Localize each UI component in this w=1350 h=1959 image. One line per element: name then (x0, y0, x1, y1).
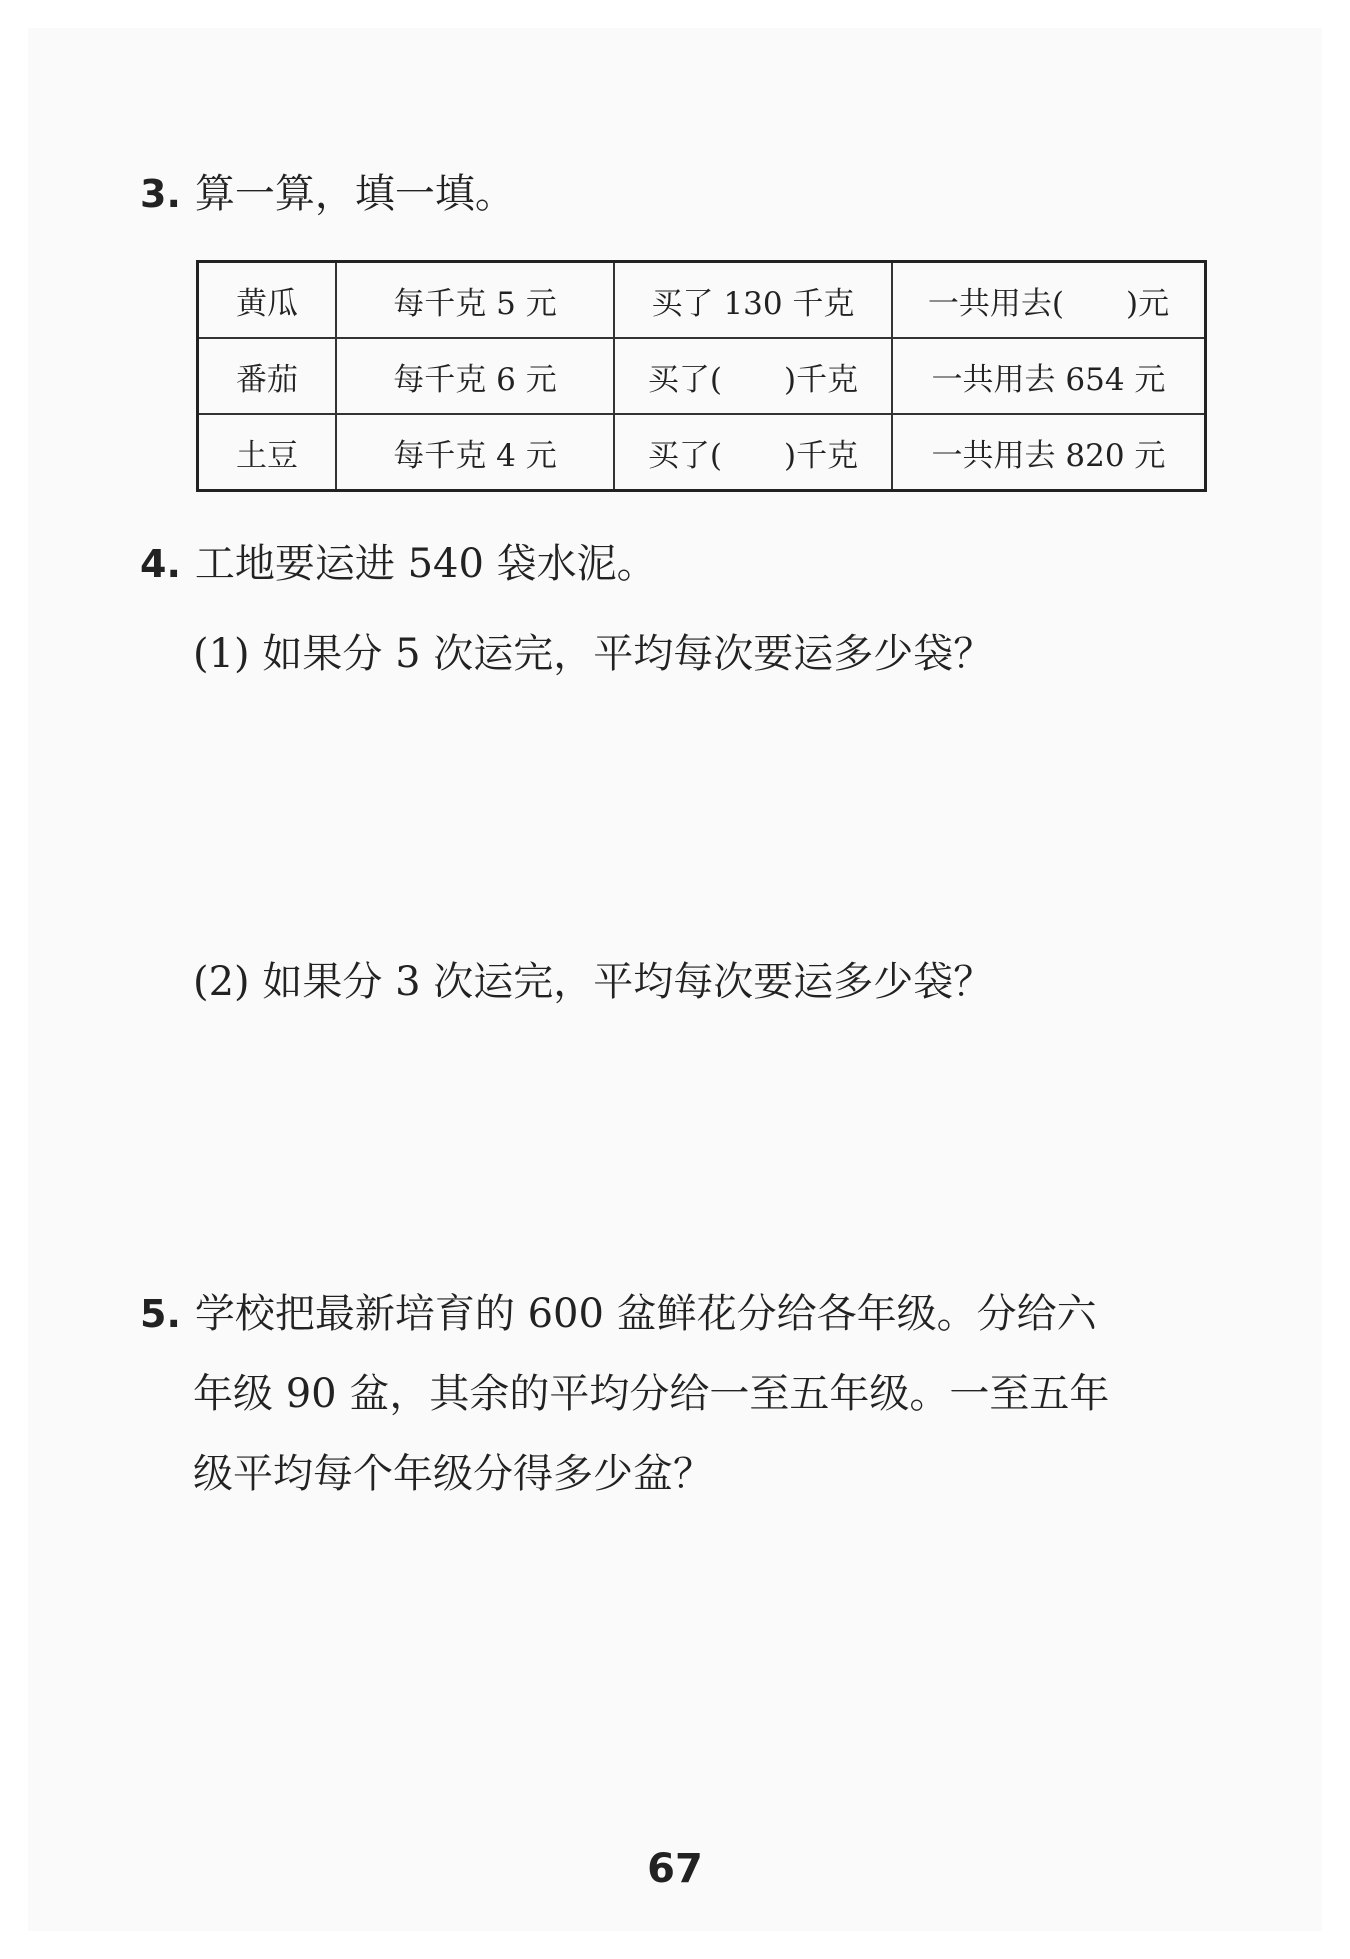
question-5-text-1: 学校把最新培育的 600 盆鲜花分给各年级。分给六 (194, 1291, 1097, 1337)
table-cell: 买了 130 千克 (614, 262, 892, 339)
question-4-part-2: (2) 如果分 3 次运完，平均每次要运多少袋？ (193, 959, 994, 1005)
table-cell: 一共用去( )元 (892, 262, 1206, 339)
question-5-line-2: 年级 90 盆，其余的平均分给一至五年级。一至五年 (193, 1371, 1110, 1417)
price-table (196, 260, 1207, 492)
table-row (198, 262, 1206, 339)
table-row (198, 414, 1206, 491)
table-cell: 一共用去 654 元 (892, 338, 1206, 414)
question-4-text: 工地要运进 540 袋水泥。 (194, 541, 657, 587)
question-3-text: 算一算，填一填。 (194, 171, 515, 217)
table-cell: 一共用去 820 元 (892, 414, 1206, 491)
table-cell: 买了( )千克 (614, 338, 892, 414)
question-3-title (140, 170, 515, 218)
table-cell: 黄瓜 (198, 262, 337, 339)
table-cell: 每千克 6 元 (336, 338, 614, 414)
question-4-number: 4. (140, 542, 181, 586)
table-row (198, 338, 1206, 414)
page-number: 67 (647, 1846, 703, 1892)
question-5-line-3: 级平均每个年级分得多少盆？ (193, 1451, 713, 1497)
question-5-line-1 (140, 1290, 1097, 1338)
question-5-number: 5. (140, 1292, 181, 1336)
table-cell: 每千克 5 元 (336, 262, 614, 339)
table-cell: 土豆 (198, 414, 337, 491)
question-3-number: 3. (140, 172, 181, 216)
question-4-title (140, 540, 657, 588)
table-cell: 买了( )千克 (614, 414, 892, 491)
table-cell: 每千克 4 元 (336, 414, 614, 491)
question-4-part-1: (1) 如果分 5 次运完，平均每次要运多少袋？ (193, 631, 994, 677)
table-cell: 番茄 (198, 338, 337, 414)
